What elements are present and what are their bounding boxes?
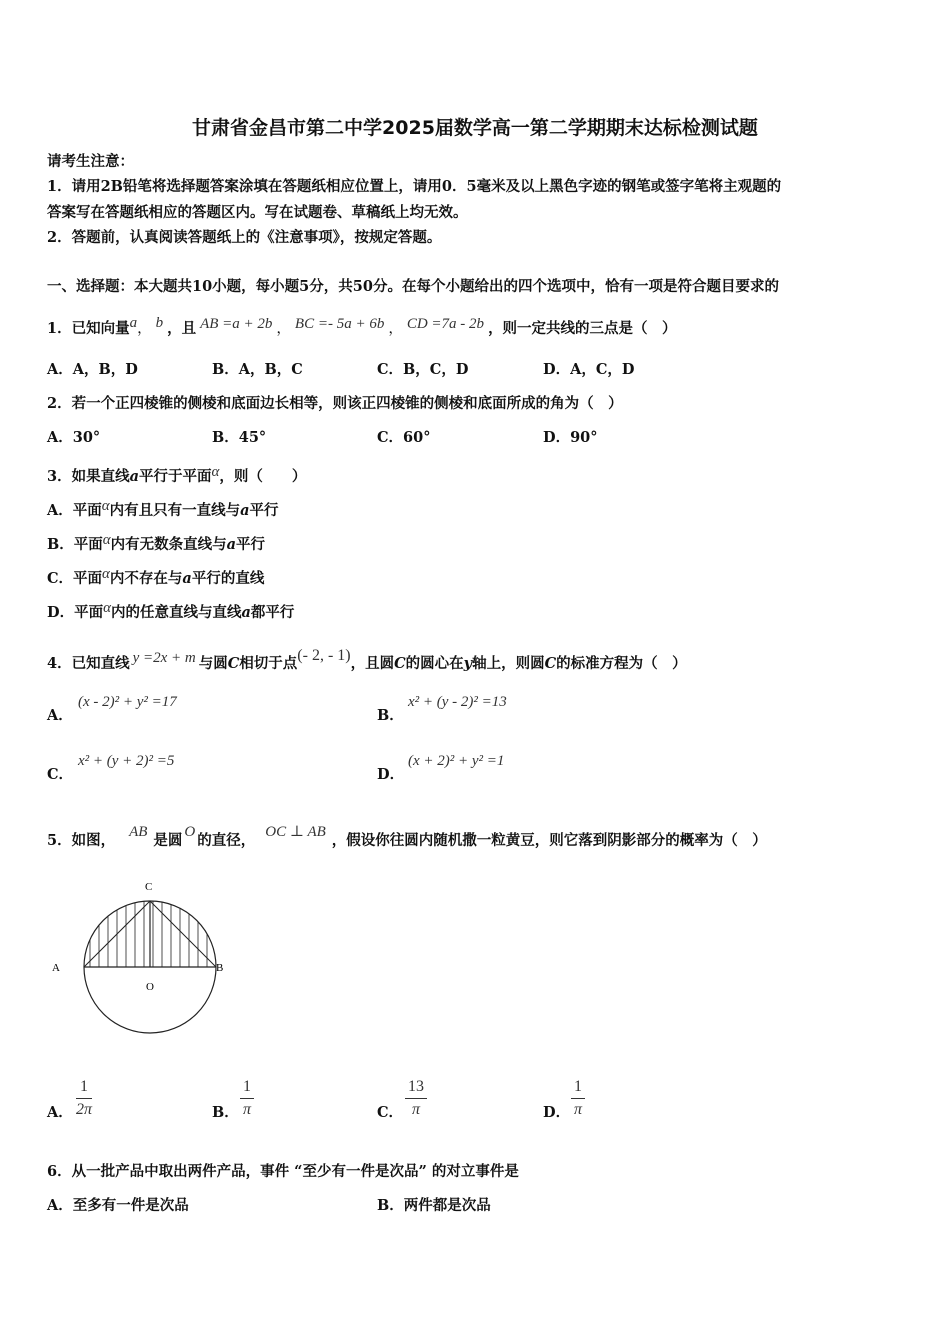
q5-circle-figure	[40, 872, 240, 1052]
q3-opt-b-label: B．平面	[47, 536, 103, 553]
q3-opt-d-label: D．平面	[47, 604, 104, 621]
q3-opt-d-text: 内的任意直线与直线	[110, 604, 242, 621]
q3-line-a: a	[129, 468, 139, 485]
q1-vector-b: b	[155, 315, 164, 331]
notice-line-2: 2．答题前，认真阅读答题纸上的《注意事项》，按规定答题。	[47, 229, 442, 246]
q5-ab: AB	[129, 824, 148, 840]
q4-mid: 与圆	[198, 655, 228, 672]
q5-b-den: π	[242, 1101, 251, 1118]
q3-option-b	[47, 530, 265, 555]
q5-a-den: 2π	[76, 1101, 93, 1118]
q1-option-a: A．A，B，D	[47, 361, 138, 378]
q3-option-d	[47, 598, 294, 623]
q4-option-c-eq: x² + (y + 2)² =5	[78, 753, 175, 769]
q5-mid2: 的直径，	[197, 832, 256, 849]
page-title: 甘肃省金昌市第二中学2025届数学高一第二学期期末达标检测试题	[192, 117, 758, 139]
notice-heading: 请考生注意：	[47, 153, 134, 170]
q4-pre: 4．已知直线	[47, 655, 130, 672]
shaded-region-hatching	[90, 901, 207, 967]
q1-cd: CD =7a - 2b	[406, 316, 485, 332]
q6-option-a: A．至多有一件是次品	[47, 1197, 189, 1214]
q5-perp: OC ⊥ AB	[265, 824, 326, 840]
question-5	[47, 822, 767, 851]
q4-option-b-eq: x² + (y - 2)² =13	[408, 694, 507, 710]
q3-opt-a-var: a	[240, 502, 250, 519]
q4-post: 的标准方程为（ ）	[556, 655, 687, 672]
q4-option-c-label: C．	[47, 766, 74, 783]
q4-mid4: 的圆心在	[405, 655, 464, 672]
q3-opt-b-alpha: α	[102, 532, 111, 548]
q3-opt-c-var: a	[182, 570, 192, 587]
q3-opt-c-tail: 平行的直线	[191, 570, 265, 587]
q3-opt-b-var: a	[226, 536, 237, 553]
q3-opt-b-text: 内有无数条直线与	[110, 536, 227, 553]
chord-bc	[150, 901, 216, 967]
q3-post: ，则（ ）	[219, 468, 307, 485]
q5-d-num: 1	[574, 1078, 582, 1095]
q4-c3: C	[544, 655, 557, 672]
q4-mid2: 相切于点	[239, 655, 298, 672]
label-o: O	[146, 981, 154, 993]
section-heading: 一、选择题：本大题共10小题，每小题5分，共50分。在每个小题给出的四个选项中，恰有一项是符合题目要求的	[47, 278, 779, 295]
q3-mid: 平行于平面	[139, 468, 212, 485]
notice-line-1b: 答案写在答题纸相应的答题区内。写在试题卷、草稿纸上均无效。	[47, 204, 468, 221]
q4-c2: C	[394, 655, 406, 672]
q3-opt-a-label: A．平面	[47, 502, 102, 519]
q1-ab: AB =a + 2b	[200, 316, 273, 332]
q5-c-num: 13	[408, 1078, 424, 1095]
q5-option-b-fraction	[240, 1078, 254, 1119]
q5-mid: 是圆	[153, 832, 183, 849]
q1-bc: BC =- 5a + 6b	[294, 316, 385, 332]
q3-alpha: α	[211, 464, 220, 480]
q1-vector-a: a	[129, 315, 138, 331]
q3-opt-a-tail: 平行	[249, 502, 279, 519]
q4-mid5: 轴上，则圆	[472, 655, 545, 672]
q1-comma-3: ，	[388, 321, 403, 337]
q1-and: ，且	[167, 320, 197, 337]
q2-option-a: A．30°	[47, 429, 101, 446]
q3-opt-d-var: a	[241, 604, 251, 621]
q1-option-d: D．A，C，D	[543, 361, 635, 378]
q2-option-c: C．60°	[377, 429, 431, 446]
q4-line-eq: y =2x + m	[132, 650, 196, 666]
question-6: 6．从一批产品中取出两件产品，事件 “至少有一件是次品” 的对立事件是	[47, 1163, 519, 1180]
q5-pre: 5．如图，	[47, 832, 116, 849]
q5-a-num: 1	[80, 1078, 88, 1095]
q5-c-den: π	[411, 1101, 420, 1118]
q2-option-b: B．45°	[212, 429, 267, 446]
label-c: C	[145, 881, 153, 893]
q4-option-d-eq: (x + 2)² + y² =1	[408, 753, 505, 769]
question-2: 2．若一个正四棱锥的侧棱和底面边长相等，则该正四棱锥的侧棱和底面所成的角为（ ）	[47, 395, 623, 412]
notice-line-1: 1．请用2B铅笔将选择题答案涂填在答题纸相应位置上，请用0．5毫米及以上黑色字迹的钢笔或签字笔将主观题的	[47, 178, 782, 195]
q5-option-d-label: D．	[543, 1104, 571, 1121]
q3-opt-a-alpha: α	[101, 498, 110, 514]
q3-opt-b-tail: 平行	[236, 536, 266, 553]
q5-option-a-label: A．	[47, 1104, 73, 1121]
q1-comma: ，	[137, 321, 152, 337]
q5-o: O	[184, 824, 196, 840]
q4-option-a-label: A．	[47, 707, 73, 724]
q4-option-a-eq: (x - 2)² + y² =17	[78, 694, 177, 710]
q3-opt-d-tail: 都平行	[250, 604, 295, 621]
q3-opt-a-text: 内有且只有一直线与	[109, 502, 241, 519]
label-a: A	[52, 962, 60, 974]
q3-opt-c-label: C．平面	[47, 570, 103, 587]
question-1	[47, 313, 677, 339]
label-b: B	[216, 962, 224, 974]
q5-d-den: π	[573, 1101, 582, 1118]
q4-point: (- 2, - 1)	[297, 647, 351, 664]
q5-option-a-fraction	[76, 1078, 92, 1119]
q3-opt-d-alpha: α	[103, 600, 111, 616]
q1-option-c: C．B，C，D	[377, 361, 469, 378]
q3-opt-c-alpha: α	[102, 566, 110, 582]
q1-post: ，则一定共线的三点是（ ）	[488, 320, 677, 337]
q3-option-a	[47, 496, 279, 521]
q4-mid3: ，且圆	[350, 655, 395, 672]
question-3	[47, 462, 306, 487]
q5-option-c-fraction	[405, 1078, 427, 1119]
q4-option-d-label: D．	[377, 766, 405, 783]
q5-option-c-label: C．	[377, 1104, 404, 1121]
q4-c: C	[227, 655, 240, 672]
q3-pre: 3．如果直线	[47, 468, 130, 485]
q3-opt-c-text: 内不存在与	[109, 570, 183, 587]
q6-option-b: B．两件都是次品	[377, 1197, 491, 1214]
question-4	[47, 646, 687, 674]
q1-pre: 1．已知向量	[47, 320, 130, 337]
q5-option-d-fraction	[571, 1078, 585, 1119]
q1-comma-2: ，	[276, 321, 291, 337]
q4-option-b-label: B．	[377, 707, 404, 724]
q5-post: ，假设你往圆内随机撒一粒黄豆，则它落到阴影部分的概率为（ ）	[331, 832, 767, 849]
q4-y: y	[463, 655, 473, 672]
q1-option-b: B．A，B，C	[212, 361, 303, 378]
q5-option-b-label: B．	[212, 1104, 239, 1121]
q3-option-c	[47, 564, 264, 589]
q5-b-num: 1	[243, 1078, 251, 1095]
q2-option-d: D．90°	[543, 429, 598, 446]
